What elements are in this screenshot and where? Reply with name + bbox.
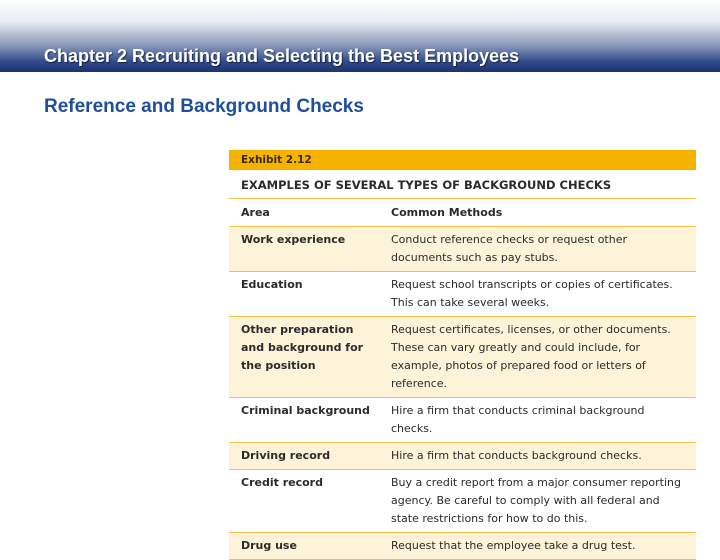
- row-method: Hire a firm that conducts criminal background checks.: [391, 404, 645, 435]
- row-area: Education: [241, 278, 303, 291]
- row-method: Request certificates, licenses, or other documents. These can vary greatly and could include, for example, photos of prepared food or letters of reference.: [391, 323, 671, 390]
- row-area: Drug use: [241, 539, 297, 552]
- table-row: [229, 470, 696, 533]
- row-method: Buy a credit report from a major consumer reporting agency. Be careful to comply with all federal and state restrictions for how to do this.: [391, 476, 681, 525]
- table-header-row: [229, 199, 696, 227]
- row-area: Work experience: [241, 233, 346, 246]
- exhibit-title: EXAMPLES OF SEVERAL TYPES OF BACKGROUND CHECKS: [229, 170, 696, 199]
- row-area: Other preparation and background for the position: [241, 323, 364, 372]
- row-area: Criminal background: [241, 404, 370, 417]
- row-area: Credit record: [241, 476, 323, 489]
- column-header-methods: Common Methods: [391, 206, 503, 219]
- exhibit-table-figure: [229, 150, 696, 560]
- chapter-title: Chapter 2 Recruiting and Selecting the Best Employees: [44, 46, 520, 66]
- exhibit-label: Exhibit 2.12: [229, 150, 696, 170]
- table-row: [229, 272, 696, 317]
- background-checks-table: [229, 199, 696, 560]
- row-area: Driving record: [241, 449, 331, 462]
- row-method: Conduct reference checks or request other documents such as pay stubs.: [391, 233, 628, 264]
- table-row: [229, 317, 696, 398]
- row-method: Request that the employee take a drug test.: [391, 539, 636, 552]
- table-row: [229, 443, 696, 470]
- slide-subtitle: Reference and Background Checks: [44, 96, 364, 117]
- row-method: Request school transcripts or copies of certificates. This can take several weeks.: [391, 278, 673, 309]
- row-method: Hire a firm that conducts background checks.: [391, 449, 642, 462]
- table-row: [229, 398, 696, 443]
- table-row: [229, 533, 696, 560]
- table-row: [229, 227, 696, 272]
- column-header-area: Area: [241, 206, 270, 219]
